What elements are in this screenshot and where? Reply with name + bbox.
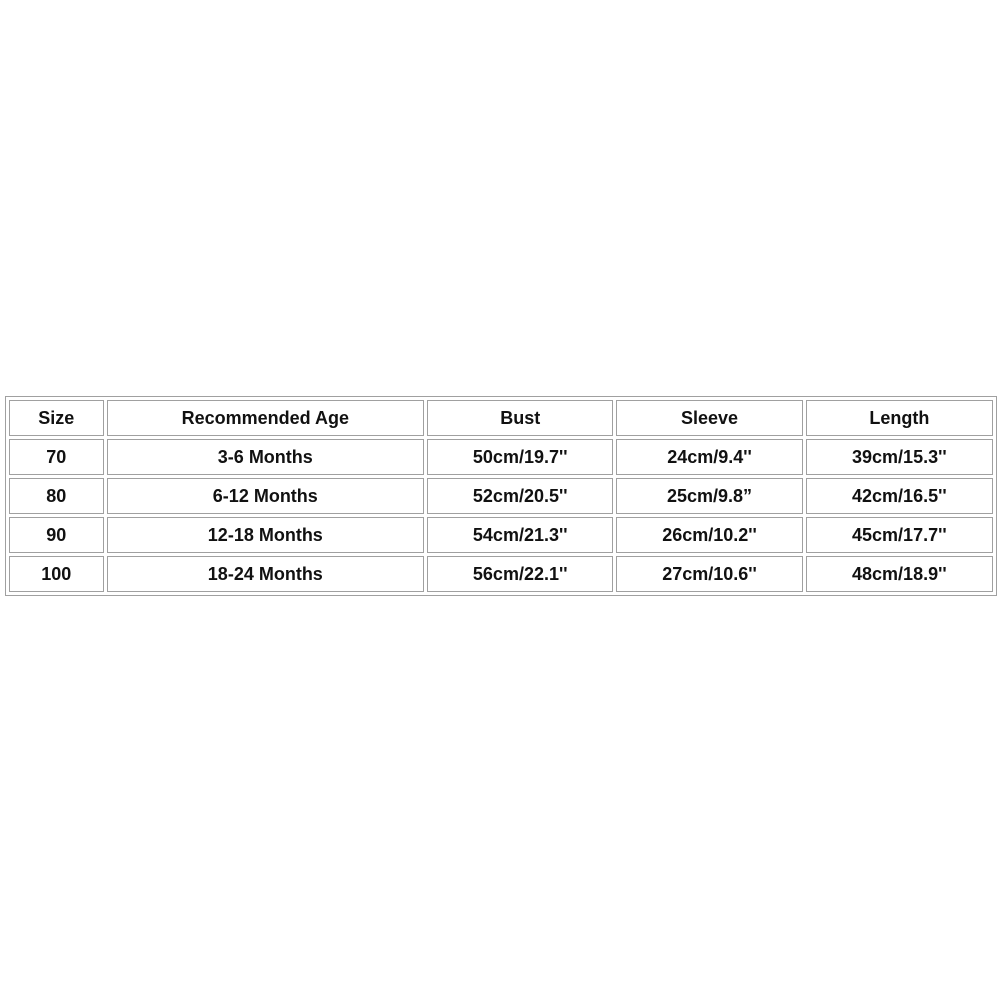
header-length: Length	[806, 400, 993, 436]
cell-recommended-age: 6-12 Months	[107, 478, 425, 514]
header-bust: Bust	[427, 400, 613, 436]
cell-size: 100	[9, 556, 104, 592]
cell-recommended-age: 12-18 Months	[107, 517, 425, 553]
cell-bust: 54cm/21.3''	[427, 517, 613, 553]
header-sleeve: Sleeve	[616, 400, 802, 436]
cell-sleeve: 26cm/10.2''	[616, 517, 802, 553]
cell-recommended-age: 3-6 Months	[107, 439, 425, 475]
cell-sleeve: 24cm/9.4''	[616, 439, 802, 475]
cell-bust: 56cm/22.1''	[427, 556, 613, 592]
table-row	[9, 439, 993, 475]
header-recommended-age: Recommended Age	[107, 400, 425, 436]
cell-bust: 52cm/20.5''	[427, 478, 613, 514]
table-row	[9, 517, 993, 553]
cell-length: 42cm/16.5''	[806, 478, 993, 514]
cell-size: 70	[9, 439, 104, 475]
table-row	[9, 478, 993, 514]
cell-length: 45cm/17.7''	[806, 517, 993, 553]
table-row	[9, 556, 993, 592]
cell-size: 80	[9, 478, 104, 514]
cell-sleeve: 27cm/10.6''	[616, 556, 802, 592]
cell-size: 90	[9, 517, 104, 553]
cell-bust: 50cm/19.7''	[427, 439, 613, 475]
cell-recommended-age: 18-24 Months	[107, 556, 425, 592]
table-header-row	[9, 400, 993, 436]
cell-length: 48cm/18.9''	[806, 556, 993, 592]
cell-length: 39cm/15.3''	[806, 439, 993, 475]
header-size: Size	[9, 400, 104, 436]
size-chart-table	[5, 396, 997, 596]
cell-sleeve: 25cm/9.8”	[616, 478, 802, 514]
